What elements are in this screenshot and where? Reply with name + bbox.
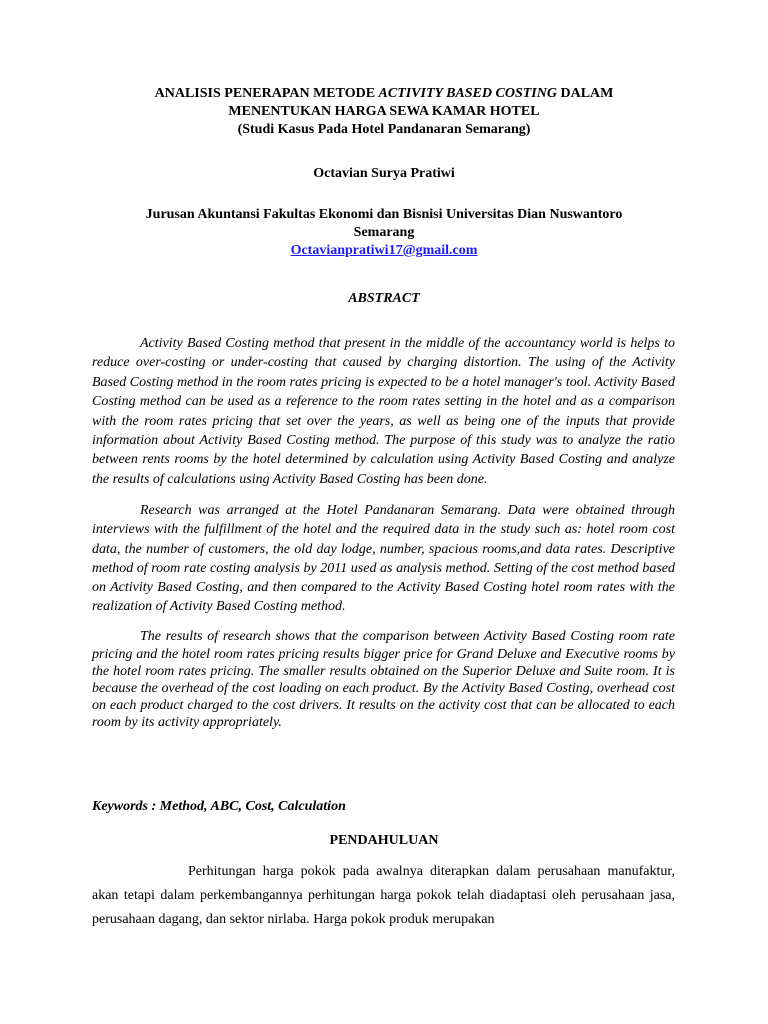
affiliation-line-1: Jurusan Akuntansi Fakultas Ekonomi dan Bisnisi Universitas Dian Nuswantoro — [145, 207, 623, 222]
affiliation-line-2: Semarang — [353, 225, 415, 240]
introduction-body — [92, 860, 675, 932]
section-heading-introduction: PENDAHULUAN — [329, 833, 439, 848]
paper-title — [80, 85, 688, 139]
title-subtitle: (Studi Kasus Pada Hotel Pandanaran Semarang) — [237, 122, 531, 137]
abstract-body — [92, 334, 675, 744]
abstract-paragraph: Research was arranged at the Hotel Pandanaran Semarang. Data were obtained through interviews with the fulfillment of the hotel and the required data in the study such as: hotel room cost data, the number of customers, the old day lodge, number, spacious rooms,and data rates. Descriptive method of room rate costing analysis by 2011 used as analysis method. Setting of the cost method based on Activity Based Costing, and then compared to the Activity Based Costing hotel room rates with the realization of Activity Based Costing method. — [92, 503, 675, 615]
author-email-link[interactable]: Octavianpratiwi17@gmail.com — [290, 243, 478, 258]
author-name: Octavian Surya Pratiwi — [313, 166, 455, 181]
keywords: Keywords : Method, ABC, Cost, Calculation — [92, 799, 346, 814]
title-line-2: MENENTUKAN HARGA SEWA KAMAR HOTEL — [228, 104, 540, 119]
abstract-heading: ABSTRACT — [348, 291, 420, 306]
title-line-1: ANALISIS PENERAPAN METODE ACTIVITY BASED COSTING DALAM — [154, 86, 614, 101]
abstract-paragraph: Activity Based Costing method that present in the middle of the accountancy world is helps to reduce over-costing or under-costing that caused by charging distortion. The using of the Activity Based Costing method in the room rates pricing is expected to be a hotel manager's tool. Activity Based Costing method can be used as a reference to the room rates setting in the hotel and as a comparison with the room rates pricing that set over the years, as well as being one of the inputs that provide information about Activity Based Costing method. The purpose of this study was to analyze the ratio between rents rooms by the hotel determined by calculation using Activity Based Costing and analyze the results of calculations using Activity Based Costing has been done. — [92, 336, 675, 487]
introduction-paragraph: Perhitungan harga pokok pada awalnya diterapkan dalam perusahaan manufaktur, akan tetapi dalam perkembangannya perhitungan harga pokok telah diadaptasi oleh perusahaan jasa, perusahaan dagang, dan sektor nirlaba. Harga pokok produk merupakan — [92, 864, 675, 927]
title-italic-term: ACTIVITY BASED COSTING — [378, 86, 557, 101]
author-affiliation — [60, 206, 708, 260]
abstract-paragraph: The results of research shows that the comparison between Activity Based Costing room rate pricing and the hotel room rates pricing results bigger price for Grand Deluxe and Executive rooms by the hotel room rates pricing. The smaller results obtained on the Superior Deluxe and Suite room. It is because the overhead of the cost loading on each product. By the Activity Based Costing, overhead cost on each product charged to the cost drivers. It results on the activity cost that can be allocated to each room by its activity appropriately. — [92, 629, 675, 731]
